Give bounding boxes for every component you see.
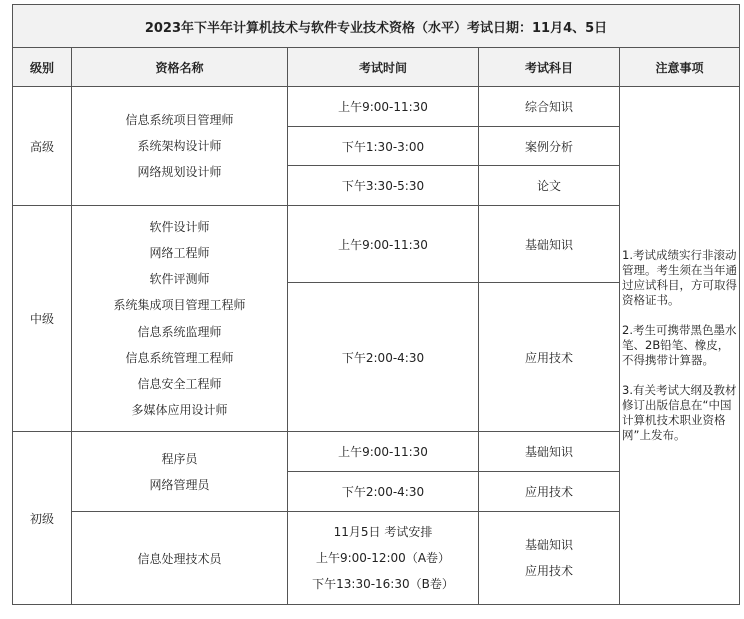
- note-item: 2.考生可携带黑色墨水笔、2B铅笔、橡皮，不得携带计算器。: [622, 323, 737, 367]
- qualification-name: 网络规划设计师: [137, 165, 222, 179]
- exam-subject: 案例分析: [479, 127, 620, 166]
- header-qualification: 资格名称: [72, 48, 288, 87]
- qualification-name: 信息系统项目管理师: [125, 113, 234, 127]
- qualification-name: 网络管理员: [149, 477, 210, 492]
- senior-qualifications: [72, 87, 288, 206]
- exam-time: 下午2:00-4:30: [288, 283, 479, 432]
- exam-time: 下午1:30-3:00: [288, 127, 479, 166]
- exam-time: 上午9:00-11:30: [288, 206, 479, 283]
- level-intermediate: 中级: [13, 206, 72, 432]
- table-row: [13, 87, 740, 127]
- qualification-name: 系统架构设计师: [137, 139, 222, 153]
- exam-subject: 应用技术: [479, 283, 620, 432]
- qualification-name: 信息系统管理工程师: [125, 350, 234, 365]
- time-line: 下午13:30-16:30（B卷）: [312, 577, 454, 591]
- qualification-name: 信息安全工程师: [137, 376, 222, 391]
- qualification-name: 系统集成项目管理工程师: [113, 298, 246, 313]
- exam-subjects: [479, 512, 620, 605]
- qualification-name: 程序员: [161, 451, 198, 466]
- exam-time: 下午3:30-5:30: [288, 166, 479, 206]
- level-senior: 高级: [13, 87, 72, 206]
- time-line: 11月5日 考试安排: [333, 525, 433, 539]
- title-row: [13, 5, 740, 48]
- exam-subject: 应用技术: [524, 564, 573, 578]
- exam-time: 上午9:00-11:30: [288, 432, 479, 472]
- exam-time: 下午2:00-4:30: [288, 472, 479, 512]
- exam-schedule-table: [12, 4, 740, 605]
- qualification-name: 信息处理技术员: [72, 512, 288, 605]
- qualification-name: 软件评测师: [149, 272, 210, 287]
- header-subject: 考试科目: [479, 48, 620, 87]
- exam-subject: 论文: [479, 166, 620, 206]
- header-row: [13, 48, 740, 87]
- exam-time-arrangement: [288, 512, 479, 605]
- exam-subject: 基础知识: [479, 432, 620, 472]
- exam-subject: 基础知识: [479, 206, 620, 283]
- exam-time: 上午9:00-11:30: [288, 87, 479, 127]
- table-title: 2023年下半年计算机技术与软件专业技术资格（水平）考试日期：11月4、5日: [13, 5, 740, 48]
- intermediate-qualifications: [72, 206, 288, 432]
- level-junior: 初级: [13, 432, 72, 605]
- junior-qualifications-group1: [72, 432, 288, 512]
- time-line: 上午9:00-12:00（A卷）: [315, 551, 451, 565]
- notes-cell: [620, 87, 740, 605]
- qualification-name: 信息系统监理师: [137, 324, 222, 339]
- header-level: 级别: [13, 48, 72, 87]
- exam-subject: 基础知识: [524, 538, 573, 552]
- header-notes: 注意事项: [620, 48, 740, 87]
- exam-subject: 综合知识: [479, 87, 620, 127]
- qualification-name: 网络工程师: [149, 245, 210, 260]
- header-time: 考试时间: [288, 48, 479, 87]
- note-item: 1.考试成绩实行非滚动管理。考生须在当年通过应试科目，方可取得资格证书。: [622, 248, 737, 307]
- exam-subject: 应用技术: [479, 472, 620, 512]
- qualification-name: 软件设计师: [149, 219, 210, 234]
- note-item: 3.有关考试大纲及教材修订出版信息在“中国计算机技术职业资格网”上发布。: [622, 383, 737, 442]
- qualification-name: 多媒体应用设计师: [131, 403, 228, 418]
